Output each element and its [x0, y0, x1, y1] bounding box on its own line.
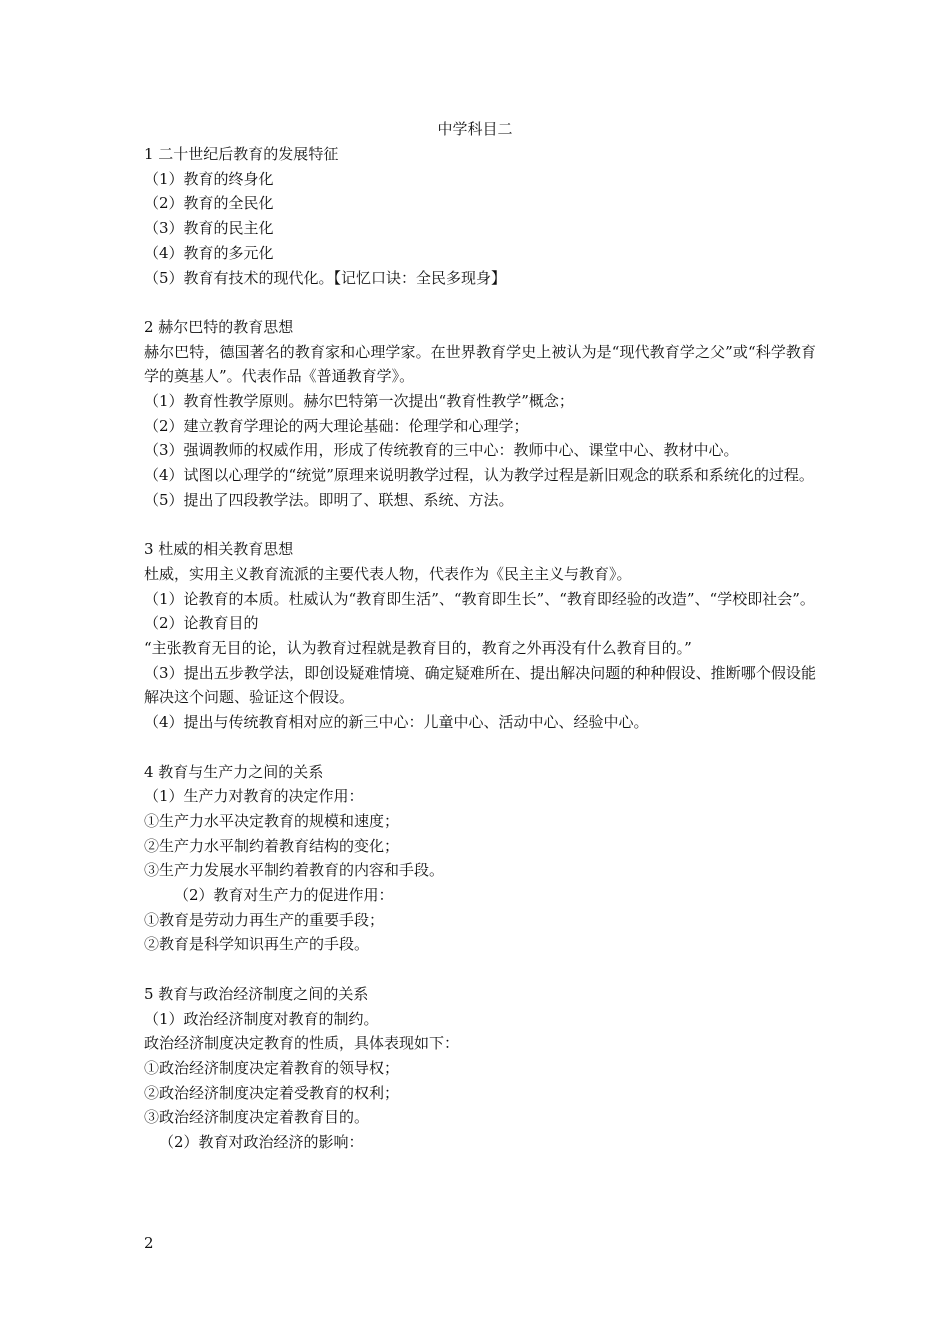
section-3-heading: 3 杜威的相关教育思想	[144, 540, 294, 559]
document-body	[144, 142, 816, 1155]
list-item: ③生产力发展水平制约着教育的内容和手段。	[144, 861, 445, 880]
section-spacer	[144, 513, 816, 538]
list-item: （2）教育对政治经济的影响：	[159, 1133, 364, 1152]
section-2-heading: 2 赫尔巴特的教育思想	[144, 317, 294, 336]
list-item: ②教育是科学知识再生产的手段。	[144, 935, 370, 954]
list-item: ①教育是劳动力再生产的重要手段；	[144, 910, 385, 929]
list-item: （1）政治经济制度对教育的制约。	[144, 1009, 379, 1028]
list-item: ①政治经济制度决定着教育的领导权；	[144, 1058, 400, 1077]
section-spacer	[144, 735, 816, 760]
list-item: （1）教育性教学原则。赫尔巴特第一次提出“教育性教学”概念；	[144, 392, 574, 411]
list-item: （2）教育的全民化	[144, 194, 274, 213]
page-number: 2	[144, 1234, 154, 1252]
quote: “主张教育无目的论，认为教育过程就是教育目的，教育之外再没有什么教育目的。”	[144, 639, 692, 658]
list-item: （1）论教育的本质。杜威认为“教育即生活”、“教育即生长”、“教育即经验的改造”、“学校即社会”。	[144, 589, 815, 608]
list-item: ②生产力水平制约着教育结构的变化；	[144, 836, 400, 855]
list-item: （5）提出了四段教学法。即明了、联想、系统、方法。	[144, 490, 514, 509]
list-item: （2）建立教育学理论的两大理论基础：伦理学和心理学；	[144, 416, 529, 435]
list-item: （2）教育对生产力的促进作用：	[174, 886, 394, 905]
section-4-heading: 4 教育与生产力之间的关系	[144, 762, 324, 781]
section-5-heading: 5 教育与政治经济制度之间的关系	[144, 984, 369, 1003]
list-item: （3）教育的民主化	[144, 219, 274, 238]
list-item: （3）提出五步教学法，即创设疑难情境、确定疑难所在、提出解决问题的种种假设、推断哪个假设能解决这个问题、验证这个假设。	[144, 663, 816, 707]
list-item: （2）论教育目的	[144, 614, 259, 633]
list-item: ①生产力水平决定教育的规模和速度；	[144, 811, 400, 830]
list-item: （4）提出与传统教育相对应的新三中心：儿童中心、活动中心、经验中心。	[144, 713, 649, 732]
page-title: 中学科目二	[437, 120, 513, 138]
section-1-heading: 1 二十世纪后教育的发展特征	[144, 145, 339, 163]
list-item: （4）试图以心理学的“统觉”原理来说明教学过程，认为教学过程是新旧观念的联系和系统化的过程。	[144, 466, 814, 485]
list-item: （3）强调教师的权威作用，形成了传统教育的三中心：教师中心、课堂中心、教材中心。	[144, 441, 739, 460]
paragraph: 政治经济制度决定教育的性质，具体表现如下：	[144, 1034, 460, 1053]
paragraph: 杜威，实用主义教育流派的主要代表人物，代表作为《民主主义与教育》。	[144, 564, 632, 583]
paragraph: 赫尔巴特，德国著名的教育家和心理学家。在世界教育学史上被认为是“现代教育学之父”或“科学教育学的奠基人”。代表作品《普通教育学》。	[144, 342, 816, 386]
list-item: （1）教育的终身化	[144, 169, 274, 188]
section-spacer	[144, 957, 816, 982]
list-item: （5）教育有技术的现代化。【记忆口诀：全民多现身】	[144, 268, 507, 287]
list-item: （4）教育的多元化	[144, 243, 274, 262]
list-item: ②政治经济制度决定着受教育的权利；	[144, 1083, 400, 1102]
section-spacer	[144, 290, 816, 315]
list-item: （1）生产力对教育的决定作用：	[144, 787, 364, 806]
list-item: ③政治经济制度决定着教育目的。	[144, 1108, 370, 1127]
